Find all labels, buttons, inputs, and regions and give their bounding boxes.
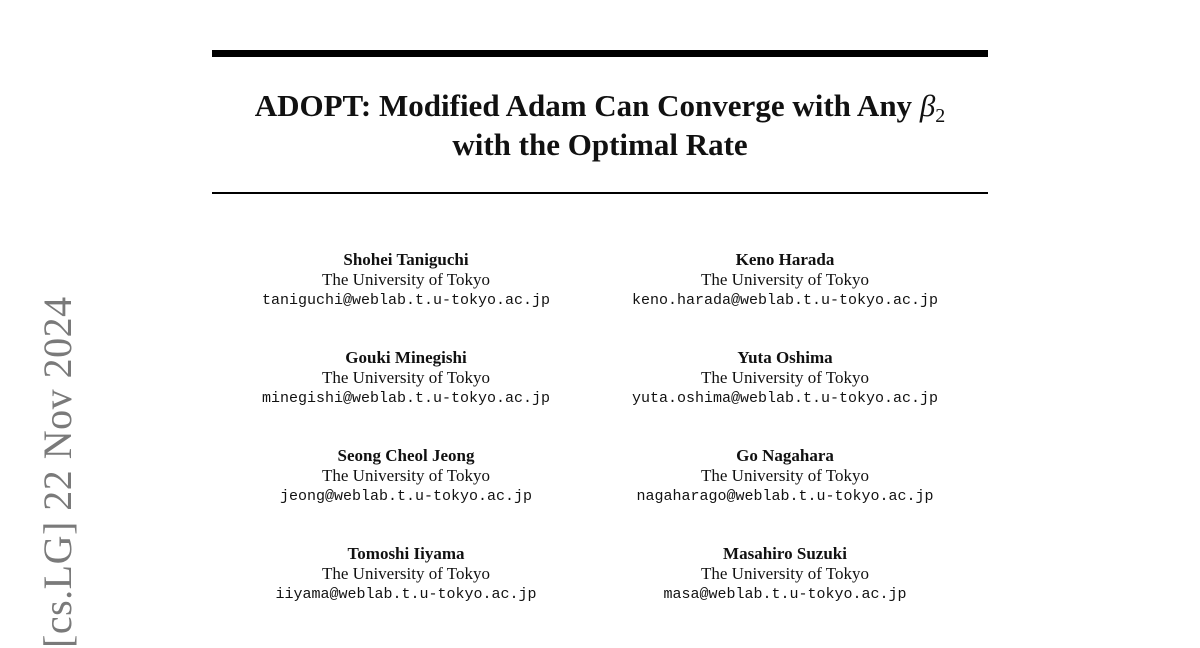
paper-title-line1: ADOPT: Modified Adam Can Converge with Any (254, 88, 913, 123)
author-name: Shohei Taniguchi (343, 250, 469, 269)
author-name: Keno Harada (735, 250, 835, 269)
author-block (196, 347, 616, 409)
author-block (575, 543, 995, 605)
author-affiliation: The University of Tokyo (322, 564, 490, 583)
author-email: masa@weblab.t.u-tokyo.ac.jp (663, 586, 907, 603)
author-block (196, 249, 616, 311)
author-name: Masahiro Suzuki (723, 544, 847, 563)
arxiv-stamp-text: [cs.LG] 22 Nov 2024 (35, 296, 80, 648)
author-block (196, 445, 616, 507)
author-name: Gouki Minegishi (345, 348, 467, 367)
author-email: yuta.oshima@weblab.t.u-tokyo.ac.jp (631, 390, 939, 407)
author-email: nagaharago@weblab.t.u-tokyo.ac.jp (636, 488, 934, 505)
author-name: Go Nagahara (736, 446, 834, 465)
author-block (575, 445, 995, 507)
author-affiliation: The University of Tokyo (322, 270, 490, 289)
author-email: keno.harada@weblab.t.u-tokyo.ac.jp (631, 292, 939, 309)
author-block (196, 543, 616, 605)
title-top-rule (212, 50, 988, 57)
paper-title (212, 86, 988, 164)
author-email: iiyama@weblab.t.u-tokyo.ac.jp (275, 586, 537, 603)
author-name: Tomoshi Iiyama (347, 544, 465, 563)
author-block (575, 347, 995, 409)
author-affiliation: The University of Tokyo (322, 466, 490, 485)
author-affiliation: The University of Tokyo (322, 368, 490, 387)
author-affiliation: The University of Tokyo (701, 368, 869, 387)
author-name: Seong Cheol Jeong (337, 446, 475, 465)
author-email: taniguchi@weblab.t.u-tokyo.ac.jp (261, 292, 551, 309)
author-affiliation: The University of Tokyo (701, 466, 869, 485)
beta2-symbol: $\beta_2$ (919, 88, 946, 127)
author-block (575, 249, 995, 311)
author-email: minegishi@weblab.t.u-tokyo.ac.jp (261, 390, 551, 407)
author-email: jeong@weblab.t.u-tokyo.ac.jp (279, 488, 533, 505)
paper-title-line2: with the Optimal Rate (452, 127, 748, 162)
arxiv-sidebar-stamp (22, 296, 82, 648)
author-affiliation: The University of Tokyo (701, 564, 869, 583)
author-name: Yuta Oshima (737, 348, 833, 367)
author-affiliation: The University of Tokyo (701, 270, 869, 289)
title-bottom-rule (212, 192, 988, 194)
